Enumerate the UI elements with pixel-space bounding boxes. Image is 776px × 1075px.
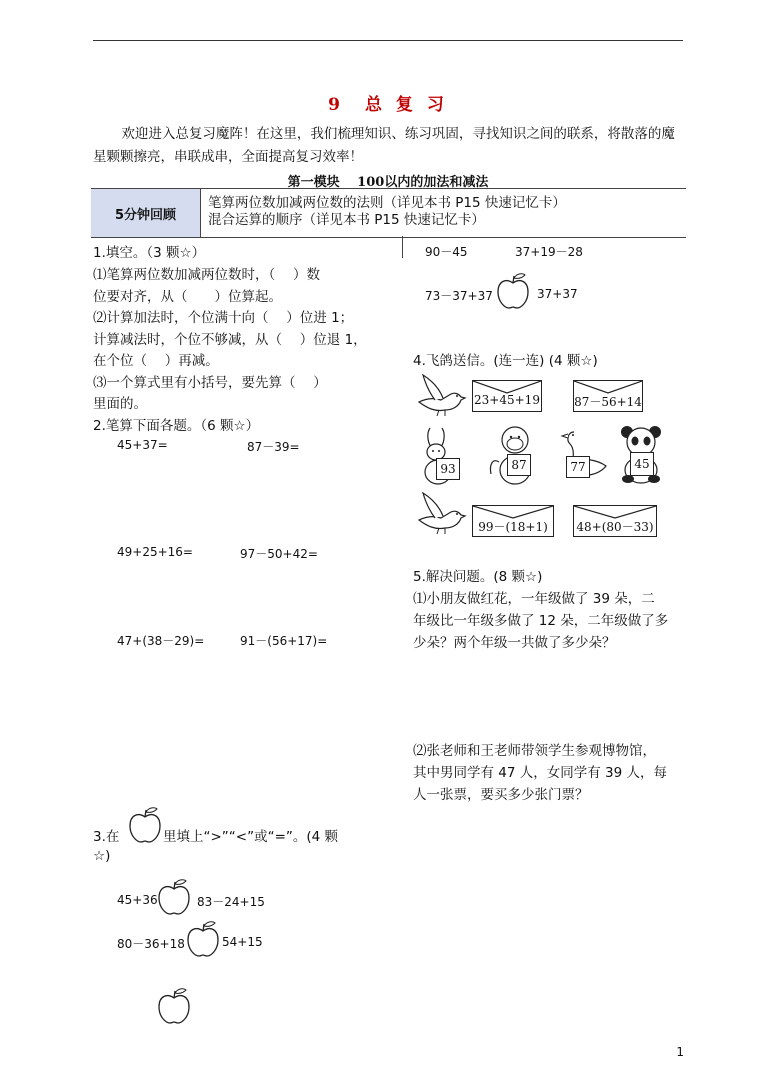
- envelope-4-expr: 48+(80－33): [576, 520, 654, 534]
- q5-p2-line2: 其中男同学有 47 人，女同学有 39 人，每: [413, 765, 668, 781]
- q5-p1-line1: ⑴小朋友做红花，一年级做了 39 朵，二: [413, 591, 655, 607]
- review-line-2: 混合运算的顺序（详见本书 P15 快速记忆卡）: [208, 212, 485, 228]
- apple-icon[interactable]: [157, 987, 191, 1025]
- envelope-3[interactable]: [472, 505, 554, 537]
- q3-c1-left: 45+36: [117, 893, 158, 907]
- review-label: 5分钟回顾: [91, 189, 201, 237]
- apple-icon[interactable]: [157, 878, 191, 916]
- q3-c4-left: 73－37+37: [425, 289, 493, 303]
- q5-p2-line1: ⑵张老师和王老师带领学生参观博物馆，: [413, 743, 656, 759]
- q1c-line1: ⑶一个算式里有小括号，要先算（ ）: [93, 375, 327, 391]
- q2-expr-5: 47+(38－29)=: [117, 634, 205, 648]
- q2-expr-3: 49+25+16=: [117, 545, 193, 559]
- envelope-4[interactable]: [573, 505, 657, 537]
- intro-paragraph: 欢迎进入总复习魔阵！在这里，我们梳理知识、练习巩固，寻找知识之间的联系，将散落的魔星颗颗擦亮，串联成串，全面提高复习效率！: [93, 126, 675, 165]
- q3-c4-right: 37+37: [537, 287, 578, 301]
- envelope-2[interactable]: [573, 380, 643, 412]
- q1-title: 1.填空。（3 颗☆）: [93, 245, 206, 261]
- rabbit-tag[interactable]: 93: [436, 458, 460, 480]
- q3-title-part1: 3.在: [93, 829, 120, 845]
- dove-icon: [413, 490, 467, 536]
- q3-c1-right: 83－24+15: [197, 895, 265, 909]
- q4-title: 4.飞鸽送信。(连一连) (4 颗☆): [413, 353, 598, 369]
- module-title: 第一模块 100以内的加法和减法: [287, 175, 489, 190]
- q1a-line1: ⑴笔算两位数加减两位数时，（ ）数: [93, 267, 321, 283]
- q5-title: 5.解决问题。(8 颗☆): [413, 569, 543, 585]
- envelope-2-expr: 87－56+14: [574, 395, 642, 409]
- review-line-1: 笔算两位数加减两位数的法则（详见本书 P15 快速记忆卡）: [208, 195, 566, 211]
- q1b-line1: ⑵计算加法时，个位满十向（ ）位进 1；: [93, 310, 354, 326]
- q3-title-part2: 里填上“>”“<”或“=”。(4 颗: [163, 829, 339, 845]
- q2-title: 2.笔算下面各题。（6 颗☆）: [93, 418, 260, 434]
- q3-title-part3: ☆): [93, 848, 111, 864]
- review-text: [208, 195, 566, 229]
- q5-p1-line3: 少朵？两个年级一共做了多少朵？: [413, 635, 616, 651]
- review-box: [91, 188, 686, 238]
- q1b-line2: 计算减法时，个位不够减，从（ ）位退 1，: [93, 332, 367, 348]
- envelope-1[interactable]: [472, 380, 542, 412]
- envelope-3-expr: 99－(18+1): [478, 520, 548, 534]
- envelope-1-expr: 23+45+19: [474, 393, 540, 407]
- apple-icon[interactable]: [186, 920, 220, 958]
- q1a-line2: 位要对齐，从（ ）位算起。: [93, 289, 282, 305]
- q3-c2-right: 54+15: [222, 935, 263, 949]
- apple-icon[interactable]: [496, 272, 530, 310]
- header-rule: [93, 40, 683, 41]
- page-title: 9 总 复 习: [328, 95, 448, 115]
- q3-c2-left: 80－36+18: [117, 937, 185, 951]
- q3-c3-left: 90－45: [425, 245, 468, 259]
- q5-p1-line2: 年级比一年级多做了 12 朵，二年级做了多: [413, 613, 669, 629]
- q5-p2-line3: 人一张票，要买多少张门票？: [413, 787, 589, 803]
- page-number: 1: [676, 1045, 684, 1059]
- monkey-tag[interactable]: 87: [507, 454, 531, 476]
- goose-tag[interactable]: 77: [566, 456, 590, 478]
- q2-expr-1: 45+37=: [117, 438, 168, 452]
- q2-expr-4: 97－50+42=: [240, 547, 318, 561]
- panda-tag[interactable]: 45: [630, 452, 654, 476]
- q1c-line2: 里面的。: [93, 396, 147, 412]
- column-divider: [402, 236, 403, 258]
- apple-icon: [128, 806, 162, 844]
- dove-icon: [413, 372, 467, 418]
- q2-expr-6: 91－(56+17)=: [240, 634, 328, 648]
- q1b-line3: 在个位（ ）再减。: [93, 353, 219, 369]
- q2-expr-2: 87－39=: [247, 440, 300, 454]
- q3-c3-right: 37+19－28: [515, 245, 583, 259]
